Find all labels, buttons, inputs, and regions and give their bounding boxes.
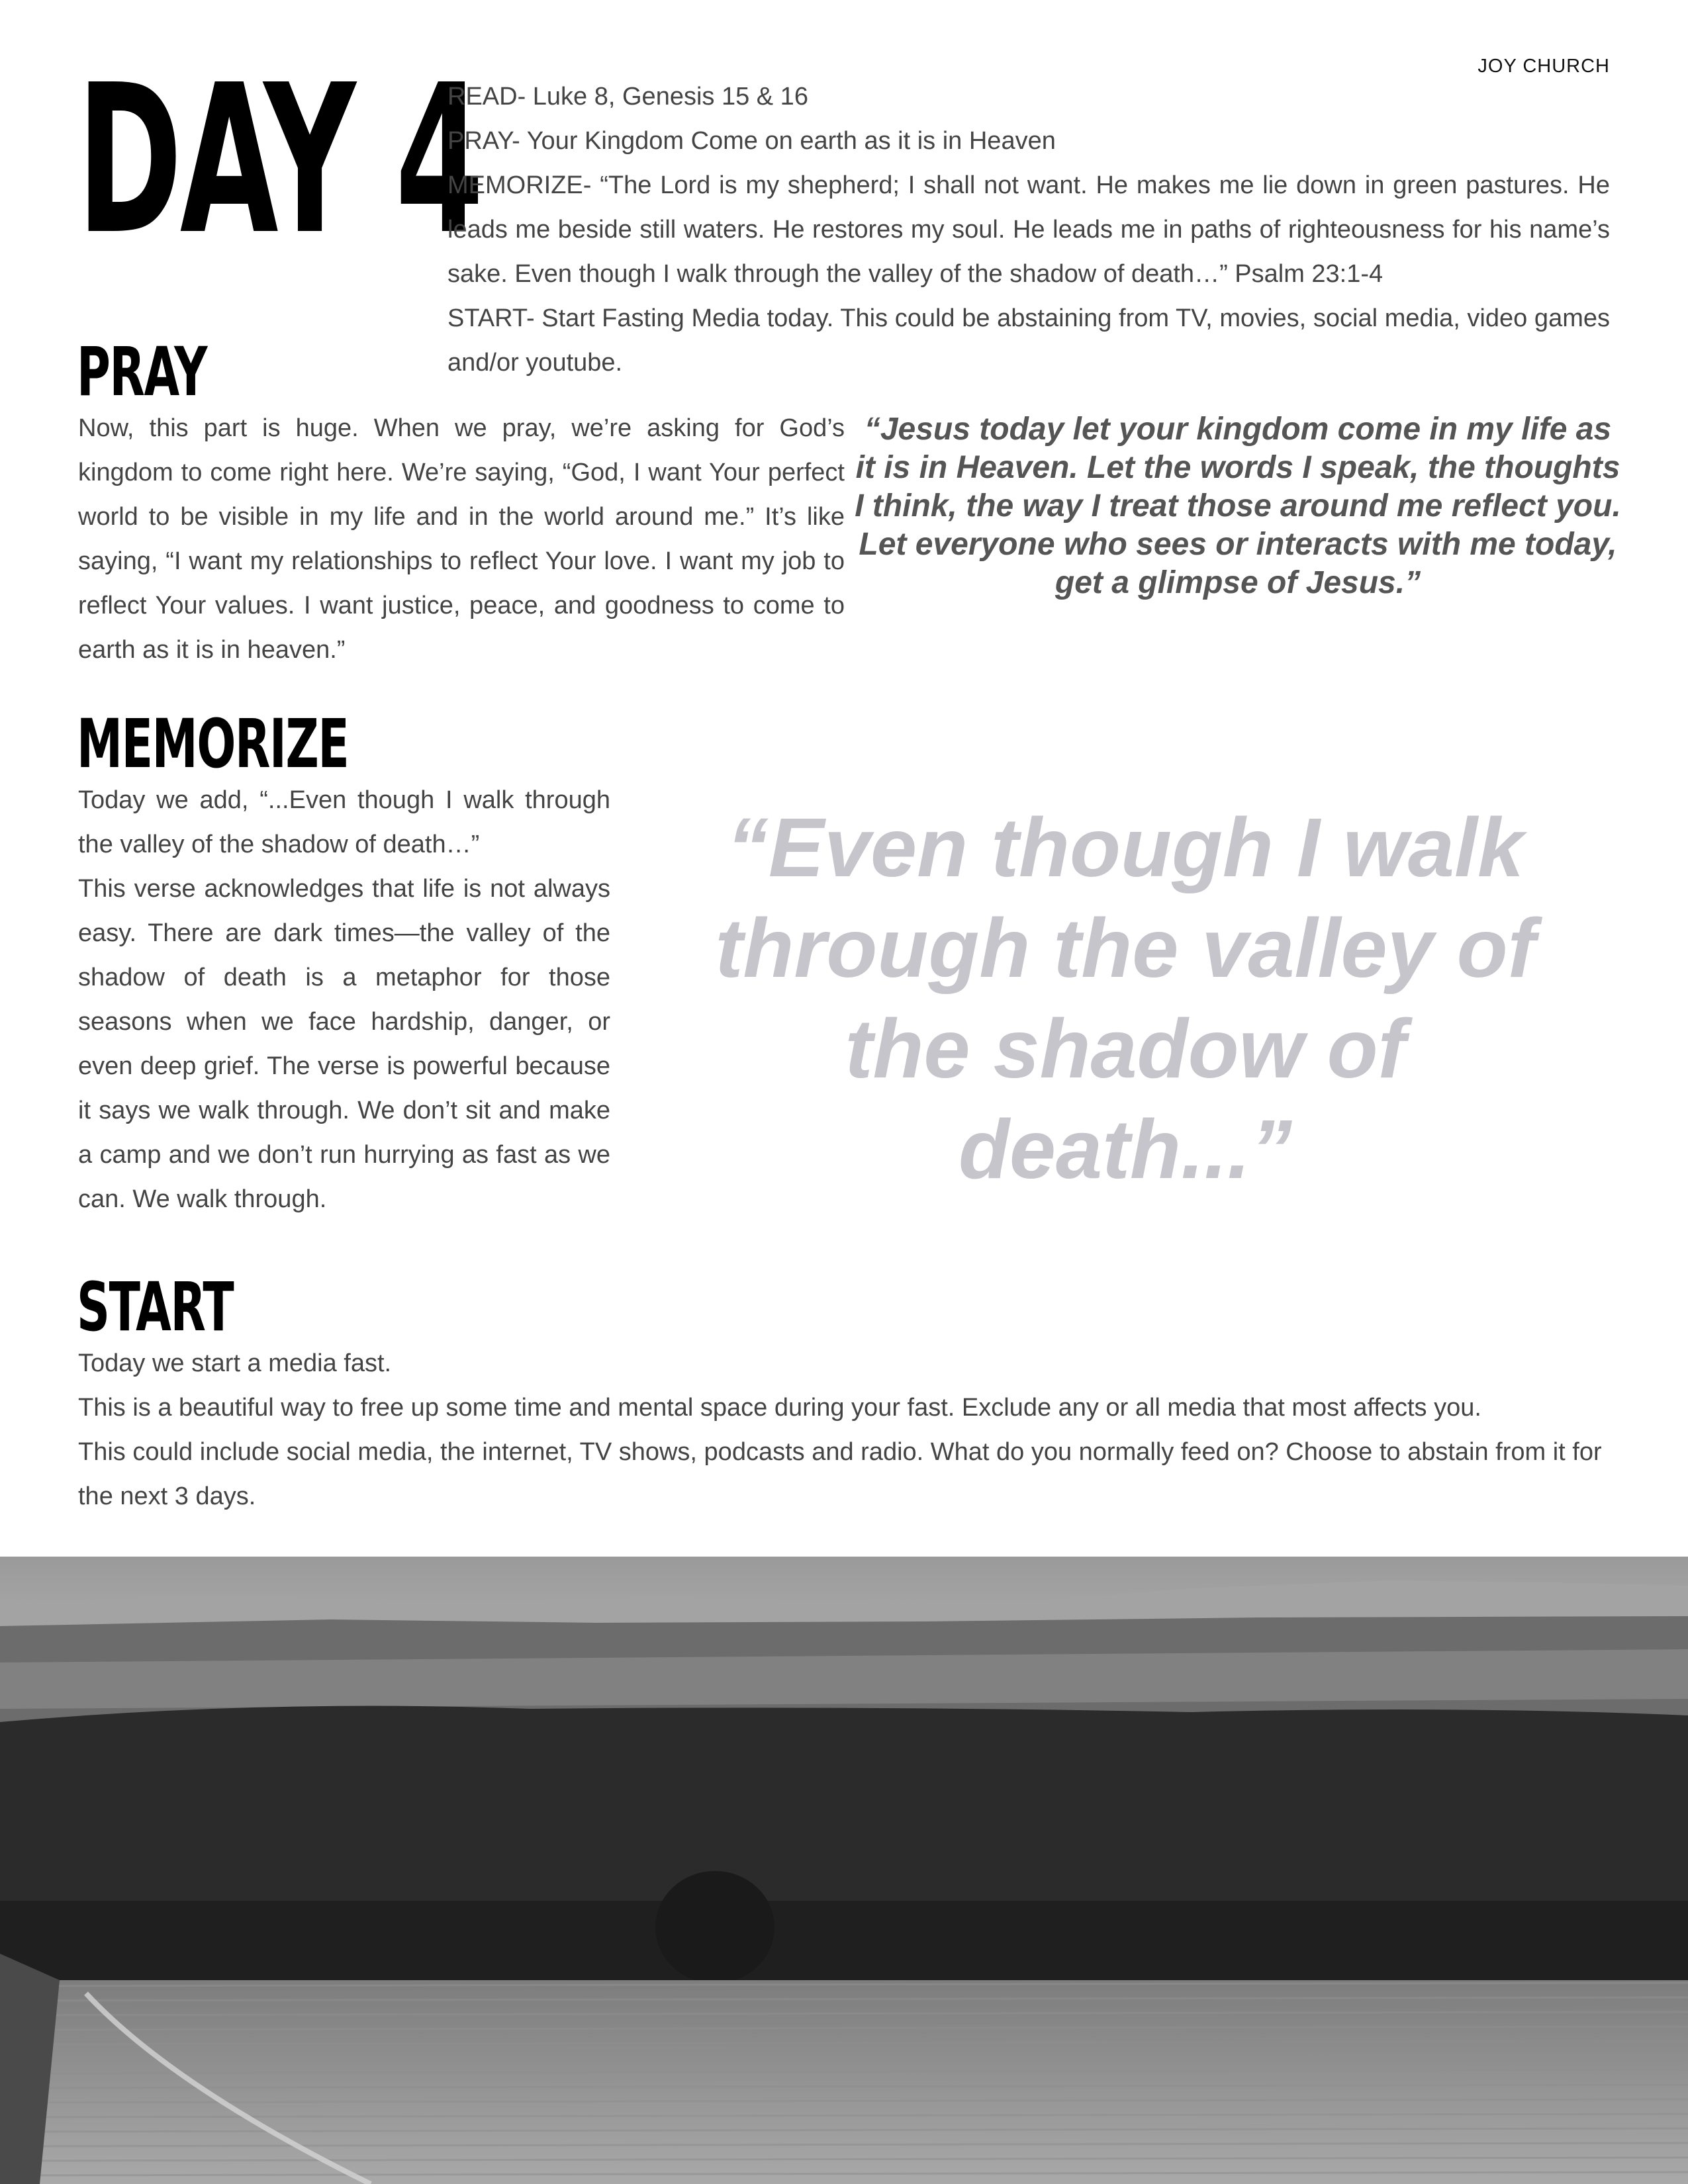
memorize-quote: “Even though I walk through the valley of the shadow of death...” [715, 801, 1536, 1196]
forest-shadow [0, 1901, 1688, 1980]
summary-memorize: MEMORIZE- “The Lord is my shepherd; I shall not want. He makes me lie down in green pastures. He leads me beside still waters. He restores my soul. He leads me in paths of righteousness for his name’s sake. Even though I walk through the valley of the shadow of death…” Psalm 23:1-4 [447, 171, 1610, 288]
memorize-heading: MEMORIZE [77, 705, 349, 784]
church-name: JOY CHURCH [1477, 56, 1610, 77]
summary-pray: PRAY- Your Kingdom Come on earth as it is in Heaven [447, 127, 1056, 155]
tree [655, 1871, 774, 1983]
memorize-paragraph-1: Today we add, “...Even though I walk through the valley of the shadow of death…” [78, 786, 610, 858]
start-line-1: Today we start a media fast. [78, 1349, 392, 1377]
landscape-photo [0, 1557, 1688, 2184]
start-heading: START [77, 1268, 234, 1347]
start-body [78, 1342, 1614, 1519]
summary-start: START- Start Fasting Media today. This could be abstaining from TV, movies, social media, video games and/or youtube. [447, 304, 1610, 377]
pray-quote: “Jesus today let your kingdom come in my life as it is in Heaven. Let the words I speak, the thoughts I think, the way I treat those around me reflect you. Let everyone who sees or interacts with me today, get a glimpse of Jesus.” [855, 412, 1621, 600]
pray-paragraph: Now, this part is huge. When we pray, we’re asking for God’s kingdom to come right here. We’re saying, “God, I want Your perfect world to be visible in my life and in the world around me.” It’s like saying, “I want my relationships to reflect Your love. I want my job to reflect Your values. I want justice, peace, and goodness to come to earth as it is in heaven.” [78, 414, 845, 664]
memorize-paragraph-2: This verse acknowledges that life is not always easy. There are dark times—the valley of the shadow of death is a metaphor for those seasons when we face hardship, danger, or even deep grief. The verse is powerful because it says we walk through. We don’t sit and make a camp and we don’t run hurrying as fast as we can. We walk through. [78, 875, 610, 1213]
day-summary [447, 75, 1610, 385]
summary-read: READ- Luke 8, Genesis 15 & 16 [447, 83, 808, 111]
pray-heading: PRAY [77, 333, 207, 412]
field-furrows [0, 1980, 1688, 2184]
memorize-body [78, 778, 610, 1222]
start-line-3: This could include social media, the internet, TV shows, podcasts and radio. What do you normally feed on? Choose to abstain from it for the next 3 days. [78, 1438, 1602, 1510]
start-line-2: This is a beautiful way to free up some time and mental space during your fast. Exclude any or all media that most affects you. [78, 1394, 1481, 1422]
pray-body [78, 406, 845, 672]
day-title: DAY 4 [77, 41, 482, 280]
